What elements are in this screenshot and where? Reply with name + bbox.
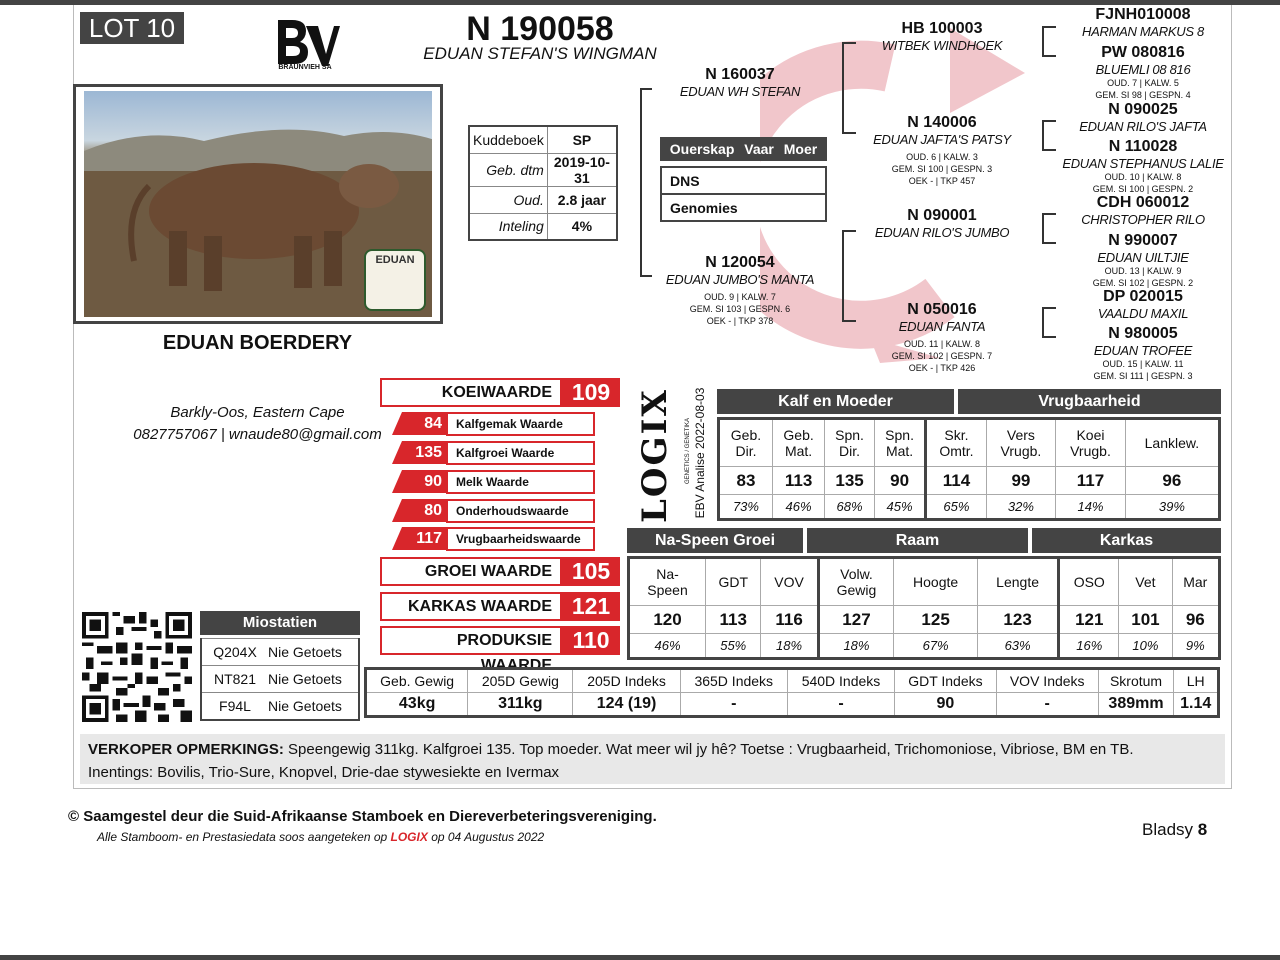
animal-name: EDUAN STEFAN'S WINGMAN <box>423 44 657 63</box>
ebv-accuracy: 46% <box>629 634 706 659</box>
seller-remarks <box>80 734 1225 784</box>
ebv-col-header: Vet <box>1119 558 1172 606</box>
weight-header: 205D Indeks <box>573 669 680 693</box>
remarks-text: Speengewig 311kg. Kalfgroei 135. Top moeder. Wat meer wil jy hê? Toetse : Vrugbaarheid, Trichomoniose, Vibriose, BM en TB. <box>288 741 1134 758</box>
logix-date: EBV Analise 2022-08-03 <box>693 387 707 519</box>
produksie-label: PRODUKSIE WAARDE <box>380 626 562 655</box>
ebv-value: 125 <box>894 606 978 634</box>
pedigree-line <box>1042 55 1056 57</box>
sub-index-value: 135 <box>415 444 442 461</box>
ped-no: N 050016 <box>907 301 977 318</box>
ebv-col-header: Lengte <box>977 558 1058 606</box>
ebv-accuracy: 73% <box>719 495 773 520</box>
ped-stat: OUD. 13 | KALW. 9 <box>1104 266 1182 276</box>
ebv-accuracy: 55% <box>706 634 761 659</box>
qr-code <box>80 612 194 722</box>
ebv-col-header: Volw. Gewig <box>818 558 894 606</box>
ped-no: HB 100003 <box>901 20 983 37</box>
ebv-value: 123 <box>977 606 1058 634</box>
ebv-accuracy: 32% <box>986 495 1056 520</box>
ebv-accuracy: 68% <box>825 495 875 520</box>
ebv-col-header: Geb. Dir. <box>719 419 773 467</box>
breeder-location: Barkly-Oos, Eastern Cape <box>170 404 345 421</box>
ped-no: N 140006 <box>907 114 977 131</box>
pedigree-g3 <box>1058 194 1228 227</box>
ebv-value: 116 <box>761 606 818 634</box>
ped-stat: GEM. SI 100 | GESPN. 2 <box>1092 184 1194 194</box>
ebv-accuracy: 67% <box>894 634 978 659</box>
ped-name: CHRISTOPHER RILO <box>1081 212 1205 227</box>
weight-header: Skrotum <box>1098 669 1174 693</box>
ebv-accuracy: 16% <box>1059 634 1119 659</box>
ebv-accuracy: 39% <box>1125 495 1219 520</box>
footer-note: Alle Stamboom- en Prestasiedata soos aangeteken op LOGIX op 04 Augustus 2022 <box>97 830 545 844</box>
pedigree-line <box>1042 307 1056 309</box>
ped-name: HARMAN MARKUS 8 <box>1082 24 1204 39</box>
karkas-label: KARKAS WAARDE <box>380 592 562 621</box>
footer-logix: LOGIX <box>390 830 428 844</box>
ebv-accuracy: 46% <box>772 495 824 520</box>
pedigree-line <box>1042 26 1044 56</box>
ped-no: N 990007 <box>1108 232 1178 249</box>
ped-no: N 090001 <box>907 207 977 224</box>
koeiwaarde-value: 109 <box>562 378 620 407</box>
miostatien-row: NT821 Nie Getoets <box>202 665 358 692</box>
miostatien-table <box>200 611 360 721</box>
page-number: Bladsy 8 <box>1142 820 1208 839</box>
info-key: Geb. dtm <box>469 153 547 186</box>
ped-stat: OEK - | TKP 378 <box>706 316 774 326</box>
miostatien-row: Q204X Nie Getoets <box>202 638 358 665</box>
pedigree-line <box>1042 213 1056 215</box>
ped-no: CDH 060012 <box>1096 194 1190 211</box>
ped-stat: OUD. 6 | KALW. 3 <box>906 152 978 162</box>
remarks-text2: Inentings: Bovilis, Trio-Sure, Knopvel, Drie-dae stywesiekte en Ivermax <box>88 764 560 781</box>
ped-stat: GEM. SI 111 | GESPN. 3 <box>1093 371 1193 381</box>
ebv-value: 96 <box>1125 467 1219 495</box>
sub-index-label: Onderhoudswaarde <box>446 499 595 523</box>
pedigree-line <box>842 42 844 134</box>
ebv-table-1 <box>717 417 1221 521</box>
ebv-accuracy: 14% <box>1056 495 1126 520</box>
logix-sub: GENETICS / GENETIKA <box>685 418 691 485</box>
ped-stat: OUD. 10 | KALW. 8 <box>1104 172 1182 182</box>
breeder-info <box>80 402 435 446</box>
ebv-value: 127 <box>818 606 894 634</box>
sub-index-value: 117 <box>416 530 442 547</box>
pedigree-g3 <box>1058 101 1228 134</box>
vrugbaarheid-header: Vrugbaarheid <box>958 389 1221 414</box>
ebv-value: 117 <box>1056 467 1126 495</box>
pedigree-dd <box>852 301 1032 374</box>
ped-no: N 160037 <box>705 66 775 83</box>
ped-no: N 110028 <box>1108 138 1178 155</box>
weight-value: - <box>996 693 1098 717</box>
weight-header: 365D Indeks <box>680 669 787 693</box>
animal-info-table <box>468 125 618 241</box>
pedigree-line <box>1042 149 1056 151</box>
info-key: Kuddeboek <box>469 126 547 153</box>
raam-header: Raam <box>807 528 1028 553</box>
logix-block <box>635 387 715 523</box>
ped-stat: OUD. 7 | KALW. 5 <box>1107 78 1179 88</box>
pedigree-line <box>1042 120 1056 122</box>
ebv-col-header: Spn. Dir. <box>825 419 875 467</box>
ebv-value: 120 <box>629 606 706 634</box>
ebv-col-header: VOV <box>761 558 818 606</box>
lot-badge: LOT 10 <box>80 12 184 44</box>
ped-stat: OEK - | TKP 457 <box>908 176 976 186</box>
sub-index-value: 80 <box>424 502 442 519</box>
weight-value: 1.14 <box>1174 693 1219 717</box>
ebv-col-header: Na- Speen <box>629 558 706 606</box>
weight-header: GDT Indeks <box>895 669 997 693</box>
breeder-contact: 0827757067 | wnaude80@gmail.com <box>133 426 382 443</box>
ebv-value: 90 <box>874 467 925 495</box>
logo-text: BRAUNVIEH SA <box>278 64 332 71</box>
sub-index-label: Melk Waarde <box>446 470 595 494</box>
miostatien-row: F94L Nie Getoets <box>202 692 358 719</box>
ebv-value: 114 <box>926 467 986 495</box>
pedigree-ds <box>852 207 1032 240</box>
ped-no: PW 080816 <box>1101 44 1185 61</box>
ped-name: BLUEMLI 08 816 <box>1095 62 1191 77</box>
pedigree-g3 <box>1058 325 1228 382</box>
groei-value: 105 <box>562 557 620 586</box>
groei-label: GROEI WAARDE <box>380 557 562 586</box>
ped-name: EDUAN WH STEFAN <box>679 84 801 99</box>
karkas-header: Karkas <box>1032 528 1221 553</box>
ouerskap-genomies: Genomies <box>662 193 825 220</box>
miostatien-header: Miostatien <box>200 611 360 635</box>
ped-stat: OUD. 15 | KALW. 11 <box>1102 359 1184 369</box>
ebv-col-header: OSO <box>1059 558 1119 606</box>
ebv-col-header: Geb. Mat. <box>772 419 824 467</box>
pedigree-g3 <box>1058 6 1228 39</box>
pedigree-line <box>842 230 844 322</box>
ped-name: EDUAN RILO'S JUMBO <box>874 225 1010 240</box>
pedigree-sire <box>650 66 830 99</box>
sub-index-value: 84 <box>424 415 442 432</box>
weight-value: 311kg <box>468 693 573 717</box>
ped-name: EDUAN UILTJIE <box>1097 250 1189 265</box>
ped-stat: OUD. 9 | KALW. 7 <box>704 292 776 302</box>
weight-header: 540D Indeks <box>787 669 894 693</box>
pedigree-g3 <box>1058 232 1228 289</box>
ped-no: N 090025 <box>1108 101 1178 118</box>
pedigree-dam <box>650 254 830 327</box>
produksie-value: 110 <box>562 626 620 655</box>
weight-value: 43kg <box>366 693 468 717</box>
ped-stat: OUD. 11 | KALW. 8 <box>903 339 981 349</box>
weight-value: - <box>680 693 787 717</box>
ebv-accuracy: 45% <box>874 495 925 520</box>
pedigree-line <box>640 88 642 276</box>
weight-header: VOV Indeks <box>996 669 1098 693</box>
info-value: SP <box>547 126 617 153</box>
ebv-accuracy: 65% <box>926 495 986 520</box>
sub-index-value: 90 <box>424 473 442 490</box>
info-value: 4% <box>547 213 617 240</box>
sub-index-values <box>398 412 442 555</box>
ebv-col-header: Hoogte <box>894 558 978 606</box>
ebv-table-2 <box>627 556 1221 660</box>
sub-index-label: Vrugbaarheidswaarde <box>446 527 595 551</box>
ped-name: VAALDU MAXIL <box>1097 306 1189 321</box>
ebv-col-header: Mar <box>1172 558 1219 606</box>
pedigree-g3 <box>1058 138 1228 195</box>
ped-name: EDUAN FANTA <box>898 319 986 334</box>
info-key: Oud. <box>469 186 547 213</box>
ped-name: EDUAN JAFTA'S PATSY <box>873 132 1011 147</box>
ebv-col-header: Lanklew. <box>1125 419 1219 467</box>
remarks-label: VERKOPER OPMERKINGS: <box>88 741 284 758</box>
weight-header: LH <box>1174 669 1219 693</box>
weight-value: - <box>787 693 894 717</box>
ebv-col-header: Spn. Mat. <box>874 419 925 467</box>
pedigree-line <box>1042 336 1056 338</box>
koeiwaarde-label: KOEIWAARDE <box>380 378 562 407</box>
ped-name: EDUAN JUMBO'S MANTA <box>665 272 815 287</box>
pedigree-line <box>1042 307 1044 337</box>
ebv-value: 83 <box>719 467 773 495</box>
weight-header: 205D Gewig <box>468 669 573 693</box>
ebv-value: 135 <box>825 467 875 495</box>
pedigree-line <box>1042 242 1056 244</box>
weight-value: 90 <box>895 693 997 717</box>
ebv-col-header: Skr. Omtr. <box>926 419 986 467</box>
pedigree-g3 <box>1058 44 1228 101</box>
pedigree-g3 <box>1058 288 1228 321</box>
ped-stat: GEM. SI 102 | GESPN. 7 <box>891 351 993 361</box>
ebv-accuracy: 10% <box>1119 634 1172 659</box>
ebv-value: 101 <box>1119 606 1172 634</box>
logix-logo: LOGIX <box>635 388 675 523</box>
pedigree-ss <box>852 20 1032 53</box>
ebv-value: 96 <box>1172 606 1219 634</box>
bottom-border <box>0 955 1280 960</box>
ebv-value: 113 <box>772 467 824 495</box>
ped-stat: GEM. SI 102 | GESPN. 2 <box>1092 278 1194 288</box>
ouerskap-header: Ouerskap Vaar Moer <box>660 137 827 161</box>
karkas-value: 121 <box>562 592 620 621</box>
ebv-value: 121 <box>1059 606 1119 634</box>
breeder-name: EDUAN BOERDERY <box>162 332 353 354</box>
ebv-value: 99 <box>986 467 1056 495</box>
ouerskap-box <box>660 137 827 223</box>
ped-no: N 120054 <box>705 254 775 271</box>
info-value: 2.8 jaar <box>547 186 617 213</box>
ped-no: FJNH010008 <box>1095 6 1191 23</box>
footer-copyright: © Saamgestel deur die Suid-Afrikaanse Stamboek en Diereverbeteringsvereniging. <box>68 808 657 825</box>
ped-name: WITBEK WINDHOEK <box>881 38 1003 53</box>
ebv-col-header: Koei Vrugb. <box>1056 419 1126 467</box>
animal-photo <box>73 84 443 324</box>
ped-stat: GEM. SI 100 | GESPN. 3 <box>891 164 993 174</box>
ebv-accuracy: 9% <box>1172 634 1219 659</box>
ped-stat: GEM. SI 103 | GESPN. 6 <box>689 304 791 314</box>
eduan-badge: EDUAN <box>364 249 426 311</box>
pedigree-line <box>1042 26 1056 28</box>
ebv-col-header: Vers Vrugb. <box>986 419 1056 467</box>
ped-stat: GEM. SI 98 | GESPN. 4 <box>1095 90 1191 100</box>
ped-name: EDUAN RILO'S JAFTA <box>1079 119 1207 134</box>
animal-reg-no: N 190058 <box>466 10 614 48</box>
na-speen-groei-header: Na-Speen Groei <box>627 528 803 553</box>
weights-table <box>364 667 1220 718</box>
ped-no: DP 020015 <box>1103 288 1183 305</box>
sub-index-label: Kalfgroei Waarde <box>446 441 595 465</box>
ebv-value: 113 <box>706 606 761 634</box>
ebv-col-header: GDT <box>706 558 761 606</box>
kalf-en-moeder-header: Kalf en Moeder <box>717 389 954 414</box>
pedigree-line <box>1042 213 1044 243</box>
weight-value: 389mm <box>1098 693 1174 717</box>
ouerskap-dns: DNS <box>662 166 825 193</box>
ebv-accuracy: 18% <box>818 634 894 659</box>
weight-header: Geb. Gewig <box>366 669 468 693</box>
ebv-accuracy: 18% <box>761 634 818 659</box>
ped-stat: OEK - | TKP 426 <box>908 363 976 373</box>
info-key: Inteling <box>469 213 547 240</box>
weight-value: 124 (19) <box>573 693 680 717</box>
info-value: 2019-10-31 <box>547 153 617 186</box>
ebv-accuracy: 63% <box>977 634 1058 659</box>
ped-no: N 980005 <box>1108 325 1178 342</box>
ped-name: EDUAN STEPHANUS LALIE <box>1062 156 1224 171</box>
pedigree-sd <box>852 114 1032 187</box>
sub-index-label: Kalfgemak Waarde <box>446 412 595 436</box>
pedigree-line <box>1042 120 1044 150</box>
ped-name: EDUAN TROFEE <box>1093 343 1193 358</box>
